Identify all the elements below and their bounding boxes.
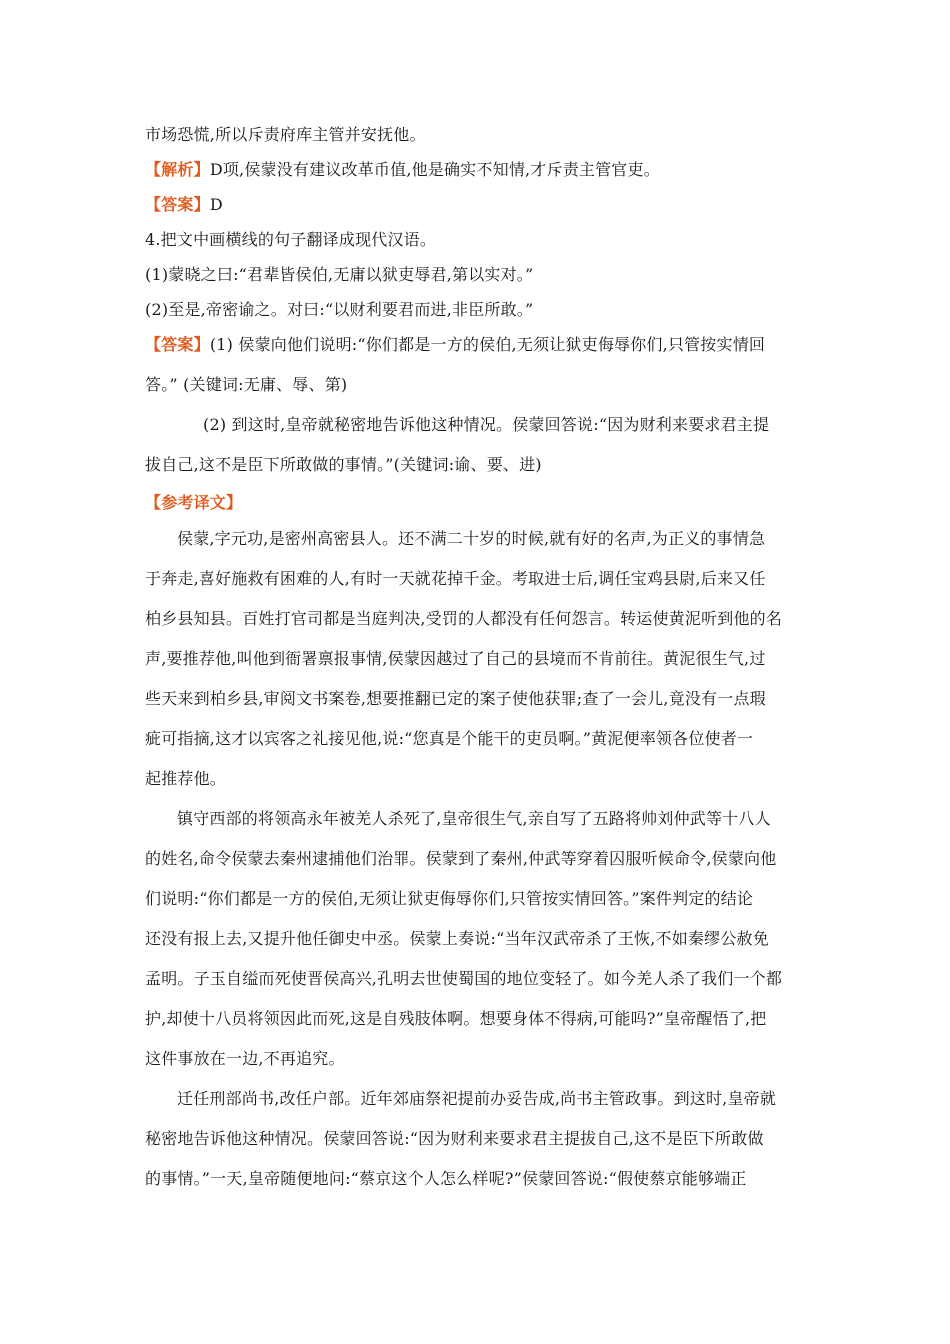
question-4-sentence-1: (1)蒙晓之曰:“君辈皆侯伯,无庸以狱吏辱君,第以实对。”	[145, 265, 534, 284]
translation-paragraph-3	[145, 1086, 815, 1192]
question-4-answer-2-line-2: 拔自己,这不是臣下所敢做的事情。”(关键词:谕、要、进)	[145, 455, 542, 474]
paragraph-line: 侯蒙,字元功,是密州高密县人。还不满二十岁的时候,就有好的名声,为正义的事情急	[177, 529, 766, 548]
analysis-text: D项,侯蒙没有建议改革币值,他是确实不知情,才斥责主管官吏。	[209, 160, 660, 179]
paragraph-line: 声,要推荐他,叫他到衙署禀报事情,侯蒙因越过了自己的县境而不肯前往。黄泥很生气,过	[145, 649, 766, 668]
paragraph-line: 还没有报上去,又提升他任御史中丞。侯蒙上奏说:“当年汉武帝杀了王恢,不如秦缪公赦免	[145, 929, 769, 948]
paragraph-line: 的事情。”一天,皇帝随便地问:“蔡京这个人怎么样呢?”侯蒙回答说:“假使蔡京能够端正	[145, 1169, 747, 1188]
question-4-title: 4.把文中画横线的句子翻译成现代汉语。	[145, 230, 437, 249]
paragraph-line: 孟明。子玉自缢而死使晋侯高兴,孔明去世使蜀国的地位变轻了。如今羌人杀了我们一个都	[145, 969, 783, 988]
paragraph-line: 于奔走,喜好施救有困难的人,有时一天就花掉千金。考取进士后,调任宝鸡县尉,后来又任	[145, 569, 766, 588]
translation-tag: 【参考译文】	[145, 493, 243, 512]
answer-text: D	[209, 195, 223, 214]
answer-tag: 【答案】	[145, 195, 210, 214]
paragraph-line: 迁任刑部尚书,改任户部。近年郊庙祭祀提前办妥告成,尚书主管政事。到这时,皇帝就	[177, 1089, 777, 1108]
analysis-line	[145, 157, 815, 183]
paragraph-line: 起推荐他。	[145, 769, 227, 788]
translation-paragraph-1	[145, 526, 815, 792]
paragraph-line: 些天来到柏乡县,审阅文书案卷,想要推翻已定的案子使他获罪;查了一会儿,竟没有一点瑕	[145, 689, 766, 708]
continued-text-line: 市场恐慌,所以斥责府库主管并安抚他。	[145, 125, 426, 144]
paragraph-line: 们说明:“你们都是一方的侯伯,无须让狱吏侮辱你们,只管按实情回答。”案件判定的结论	[145, 889, 754, 908]
q4-answer-1-part1: (1) 侯蒙向他们说明:“你们都是一方的侯伯,无须让狱吏侮辱你们,只管按实情回	[209, 335, 766, 354]
paragraph-line: 的姓名,命令侯蒙去秦州逮捕他们治罪。侯蒙到了秦州,仲武等穿着囚服听候命令,侯蒙向他	[145, 849, 777, 868]
translation-heading	[145, 490, 815, 516]
document-page	[145, 122, 815, 1206]
paragraph-line: 镇守西部的将领高永年被羌人杀死了,皇帝很生气,亲自写了五路将帅刘仲武等十八人	[177, 809, 771, 828]
paragraph-line: 秘密地告诉他这种情况。侯蒙回答说:“因为财利来要求君主提拔自己,这不是臣下所敢做	[145, 1129, 764, 1148]
question-4-sentence-2: (2)至是,帝密谕之。对曰:“以财利要君而进,非臣所敢。”	[145, 300, 534, 319]
answer-line	[145, 192, 815, 218]
question-4-answer-line-1	[145, 332, 815, 358]
paragraph-line: 疵可指摘,这才以宾客之礼接见他,说:“您真是个能干的吏员啊。”黄泥便率领各位使者一	[145, 729, 754, 748]
paragraph-line: 护,却使十八员将领因此而死,这是自残肢体啊。想要身体不得病,可能吗?”皇帝醒悟了,把	[145, 1009, 767, 1028]
analysis-tag: 【解析】	[145, 160, 210, 179]
question-4-answer-line-2: 答。” (关键词:无庸、辱、第)	[145, 375, 348, 394]
translation-paragraph-2	[145, 806, 815, 1072]
question-4-answer-2-line-1: (2) 到这时,皇帝就秘密地告诉他这种情况。侯蒙回答说:“因为财利来要求君主提	[203, 415, 770, 434]
paragraph-line: 这件事放在一边,不再追究。	[145, 1049, 345, 1068]
paragraph-line: 柏乡县知县。百姓打官司都是当庭判决,受罚的人都没有任何怨言。转运使黄泥听到他的名	[145, 609, 783, 628]
q4-answer-tag: 【答案】	[145, 335, 210, 354]
